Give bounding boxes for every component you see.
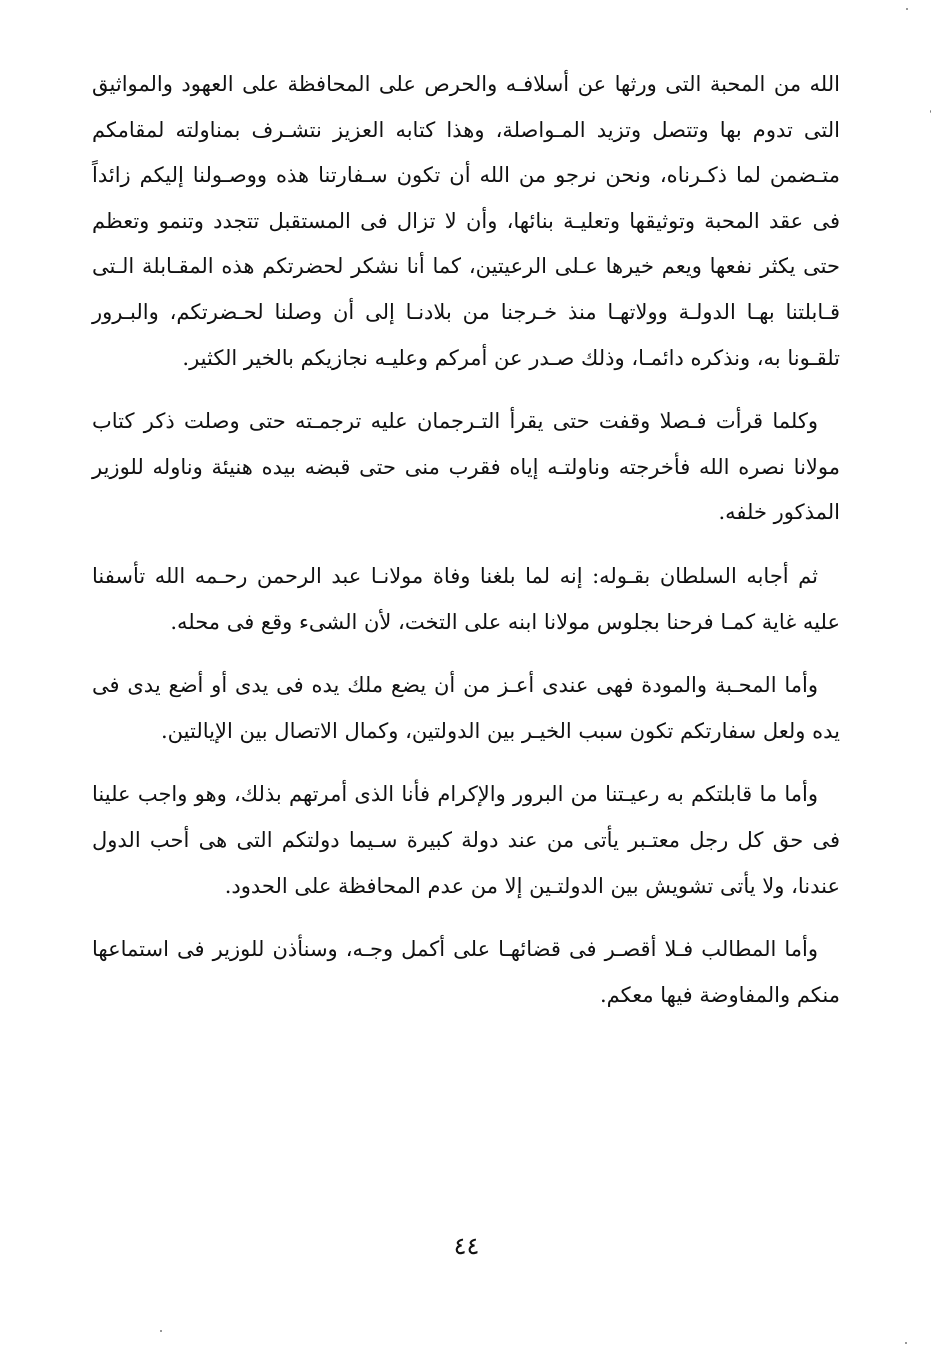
paragraph-4: وأما المحـبة والمودة فهى عندى أعـز من أن يضع ملك يده فى يدى أو أضع يدى فى يده ولعل سفارتكم تكون سبب الخيـر بين الدولتين، وكمال الاتصال بين الإيالتين. bbox=[92, 673, 840, 743]
body-text bbox=[92, 62, 840, 1036]
scan-speck bbox=[906, 8, 908, 10]
scan-speck bbox=[905, 1342, 907, 1344]
paragraph-6: وأما المطالب فـلا أقصـر فى قضائهـا على أكمل وجـه، وسنأذن للوزير فى استماعها منكم والمفاوضة فيها معكم. bbox=[92, 937, 840, 1007]
paragraph-2: وكلما قرأت فـصلا وقفت حتى يقرأ التـرجمان عليه ترجمـته حتى وصلت ذكر كتاب مولانا نصره الله فأخرجته وناولتـه إياه فقرب منى حتى قبضه بيده هنيئة وناوله للوزير المذكور خلفه. bbox=[92, 409, 840, 525]
paragraph-5: وأما ما قابلتكم به رعيـتنا من البرور والإكرام فأنا الذى أمرتهم بذلك، وهو واجب علينا فى حق كل رجل معتـبر يأتى من عند دولة كبيرة سـيما دولتكم التى هى أحب الدول عندنا، ولا يأتى تشويش بين الدولتـين إلا من عدم المحافظة على الحدود. bbox=[92, 782, 840, 898]
scan-speck bbox=[160, 1330, 162, 1332]
scan-speck bbox=[930, 110, 931, 113]
paragraph-1: الله من المحبة التى ورثها عن أسلافـه والحرص على المحافظة على العهود والمواثيق التى تدوم بها وتتصل وتزيد المـواصلة، وهذا كتابه العزيز نتشـرف بمناولته لمقامكم متـضمن لما ذكـرناه، ونحن نرجو من الله أن تكون سـفارتنا هذه ووصـولنا إليكم زائداً فى عقد المحبة وتوثيقها وتعليـة بنائها، وأن لا تزال فى المستقبل تتجدد وتنمو وتعظم حتى يكثر نفعها ويعم خيرها عـلى الرعيتين، كما أنا نشكر لحضرتكم هذه المقـابلة الـتى قـابلتنا بهـا الدولـة وولاتهـا منذ خـرجنا من بلادنـا إلى أن وصلنا لحـضرتكم، والبـرور تلقـونا به، ونذكره دائمـا، وذلك صـدر عن أمركم وعليـه نجازيكم بالخير الكثير. bbox=[92, 72, 841, 370]
paragraph-3: ثم أجابه السلطان بقـوله: إنه لما بلغنا وفاة مولانـا عبد الرحمن رحـمه الله تأسفنا عليه غاية كمـا فرحنا بجلوس مولانا ابنه على التخت، لأن الشىء وقع فى محله. bbox=[92, 563, 840, 634]
page-number: ٤٤ bbox=[453, 1232, 480, 1260]
